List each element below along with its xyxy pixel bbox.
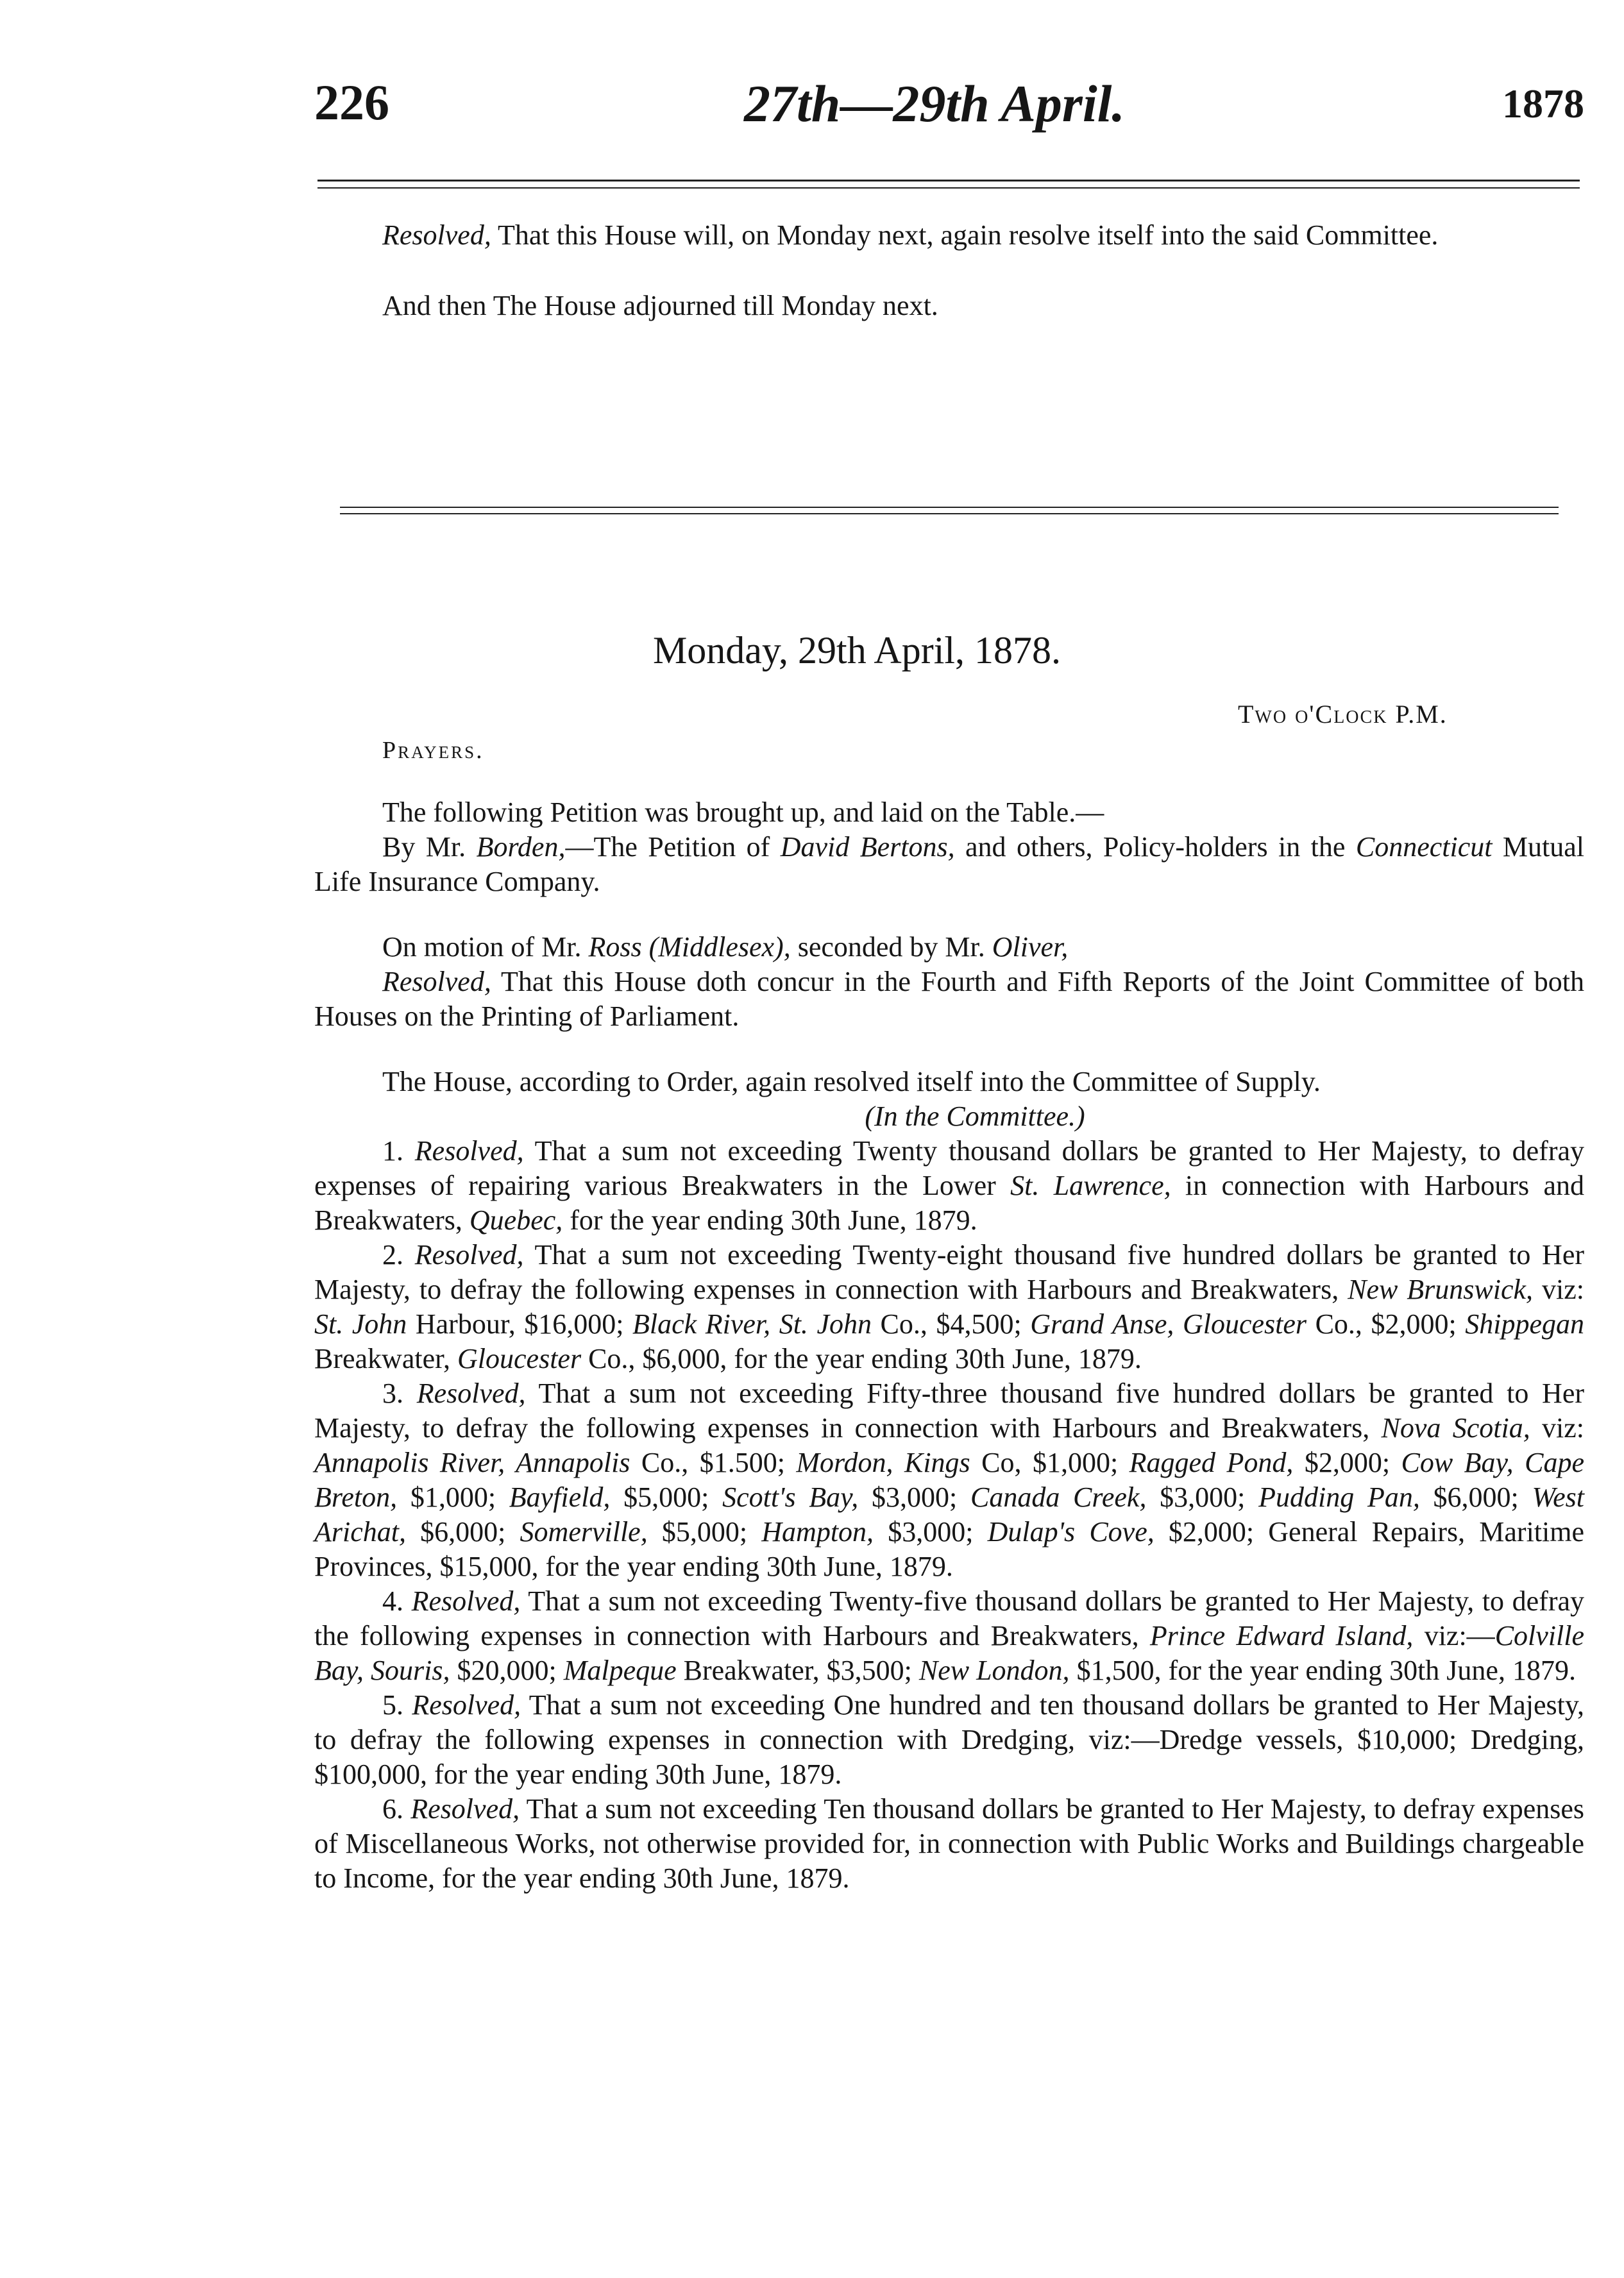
resolution-place: Somerville, bbox=[520, 1516, 648, 1548]
resolution-text: $5,000; bbox=[610, 1481, 723, 1513]
resolution-number: 4. bbox=[382, 1585, 412, 1617]
resolution-text: $1,500, for the year ending 30th June, 1879. bbox=[1069, 1655, 1576, 1686]
resolution-place: Hampton, bbox=[761, 1516, 874, 1548]
header-rule-top bbox=[317, 180, 1580, 181]
resolved-text: That this House will, on Monday next, again resolve itself into the said Committee. bbox=[491, 219, 1439, 251]
petition-paragraph bbox=[314, 830, 1584, 899]
resolution-text: $2,000; General Repairs, Maritime Provinces, $15,000, for the year ending 30th June, 1879. bbox=[314, 1516, 1584, 1582]
section-divider-bottom bbox=[340, 513, 1559, 514]
resolution-text: Co., $6,000, for the year ending 30th June, 1879. bbox=[581, 1343, 1142, 1374]
resolution-text: viz: bbox=[1533, 1274, 1584, 1305]
resolution-text: $3,000; bbox=[1146, 1481, 1259, 1513]
resolution-text: That a sum not exceeding One hundred and ten thousand dollars be granted to Her Majesty, to defray the following expenses in connection with Dredging, viz:—Dredge vessels, $10,000; Dredging, $100,000, for the year ending 30th June, 1879. bbox=[314, 1689, 1584, 1790]
resolution-place: West Arichat, bbox=[314, 1481, 1585, 1548]
resolution-place: Malpeque bbox=[563, 1655, 677, 1686]
page-header bbox=[314, 74, 1584, 144]
resolution-place: Nova Scotia, bbox=[1381, 1412, 1530, 1444]
resolution-text: That a sum not exceeding Ten thousand dollars be granted to Her Majesty, to defray expenses of Miscellaneous Works, not otherwise provided for, in connection with Public Works and Buildings chargeable to Income, for the year ending 30th June, 1879. bbox=[314, 1793, 1584, 1894]
resolution-place: Mordon, Kings bbox=[796, 1447, 970, 1478]
header-rule-bottom bbox=[317, 187, 1580, 189]
petition-text-1: —The Petition of bbox=[565, 831, 781, 863]
resolution-item bbox=[314, 1792, 1584, 1896]
sitting-heading: Monday, 29th April, 1878. bbox=[652, 629, 1062, 671]
resolution-text: Co., $2,000; bbox=[1307, 1308, 1466, 1340]
resolution-place: Quebec, bbox=[469, 1204, 563, 1236]
resolution-place: Pudding Pan, bbox=[1258, 1481, 1420, 1513]
resolution-text: That a sum not exceeding Twenty-five thousand dollars be granted to Her Majesty, to defray the following expenses in connection with Harbours and Breakwaters, bbox=[314, 1585, 1585, 1651]
company-place: Connecticut bbox=[1355, 831, 1493, 863]
resolution-text: That a sum not exceeding Fifty-three thousand five hundred dollars be granted to Her Majesty, to defray the following expenses in connection with Harbours and Breakwaters, bbox=[314, 1378, 1585, 1444]
petition-text-2: and others, Policy-holders in the bbox=[954, 831, 1356, 863]
resolution-text: Breakwater, bbox=[314, 1343, 458, 1374]
supply-paragraph: The House, according to Order, again resolved itself into the Committee of Supply. bbox=[382, 1066, 1321, 1097]
motion-text-2: seconded by Mr. bbox=[790, 931, 992, 963]
resolution-number: 6. bbox=[382, 1793, 411, 1825]
proceedings bbox=[314, 795, 1584, 1896]
motion-text-1: On motion of Mr. bbox=[382, 931, 589, 963]
resolution-place: Colville Bay, Souris, bbox=[314, 1620, 1584, 1686]
motion-mover: Ross bbox=[588, 931, 642, 963]
resolution-text: viz:— bbox=[1413, 1620, 1495, 1651]
resolution-number: 5. bbox=[382, 1689, 412, 1721]
prayers-label: Prayers. bbox=[382, 737, 484, 764]
page-number: 226 bbox=[314, 74, 389, 130]
resolution-number: 2. bbox=[382, 1239, 415, 1270]
resolution-place: Annapolis River, Annapolis bbox=[314, 1447, 630, 1478]
resolution-text: Co, $1,000; bbox=[970, 1447, 1129, 1478]
resolution-text: $2,000; bbox=[1293, 1447, 1401, 1478]
header-date-range: 27th—29th April. bbox=[744, 74, 1125, 133]
resolutions-list bbox=[314, 1134, 1584, 1896]
resolution-text: viz: bbox=[1530, 1412, 1584, 1444]
motion-mover-riding: (Middlesex), bbox=[648, 931, 791, 963]
resolved-label: Resolved, bbox=[382, 219, 491, 251]
sitting-time: Two o'Clock P.M. bbox=[1238, 700, 1448, 729]
resolution-place: St. Lawrence, bbox=[1010, 1170, 1171, 1201]
resolution-place: Shippegan bbox=[1465, 1308, 1584, 1340]
motion-resolved-label: Resolved, bbox=[382, 966, 491, 997]
resolution-place: Grand Anse, Gloucester bbox=[1030, 1308, 1307, 1340]
resolution-text: $6,000; bbox=[405, 1516, 520, 1548]
resolution-label: Resolved, bbox=[416, 1378, 526, 1409]
motion-seconder: Oliver, bbox=[992, 931, 1069, 963]
resolution-item bbox=[314, 1688, 1584, 1792]
resolution-item bbox=[314, 1238, 1584, 1376]
resolution-item bbox=[314, 1134, 1584, 1238]
resolution-text: in connection with Harbours and Breakwaters, bbox=[314, 1170, 1584, 1236]
resolution-place: New Brunswick, bbox=[1348, 1274, 1534, 1305]
resolution-place: Gloucester bbox=[457, 1343, 582, 1374]
in-committee-label: (In the Committee.) bbox=[865, 1101, 1085, 1132]
resolution-place: Canada Creek, bbox=[970, 1481, 1147, 1513]
resolution-text: $6,000; bbox=[1419, 1481, 1532, 1513]
resolution-number: 1. bbox=[382, 1135, 415, 1167]
intro-section bbox=[314, 218, 1584, 323]
motion-resolved-text: That this House doth concur in the Fourth and Fifth Reports of the Joint Committee of both Houses on the Printing of Parliament. bbox=[314, 966, 1584, 1032]
resolution-item bbox=[314, 1584, 1584, 1688]
resolution-place: St. John bbox=[314, 1308, 407, 1340]
resolution-text: That a sum not exceeding Twenty-eight thousand five hundred dollars be granted to Her Majesty, to defray the following expenses in connection with Harbours and Breakwaters, bbox=[314, 1239, 1584, 1305]
resolution-label: Resolved, bbox=[414, 1135, 524, 1167]
resolution-label: Resolved, bbox=[411, 1585, 521, 1617]
adjourned-paragraph: And then The House adjourned till Monday next. bbox=[382, 290, 938, 321]
resolution-text: Co., $4,500; bbox=[872, 1308, 1031, 1340]
resolution-text: Harbour, $16,000; bbox=[407, 1308, 633, 1340]
resolved-paragraph bbox=[314, 218, 1584, 253]
petition-by: By Mr. bbox=[382, 831, 477, 863]
petitioner-name: David Bertons, bbox=[780, 831, 955, 863]
resolution-place: Prince Edward Island, bbox=[1149, 1620, 1414, 1651]
resolution-text: $3,000; bbox=[858, 1481, 970, 1513]
resolution-place: Scott's Bay, bbox=[722, 1481, 859, 1513]
resolution-item bbox=[314, 1376, 1584, 1584]
resolution-place: New London, bbox=[918, 1655, 1070, 1686]
resolution-text: $20,000; bbox=[450, 1655, 564, 1686]
motion-paragraph bbox=[314, 930, 1584, 965]
resolution-text: $5,000; bbox=[647, 1516, 762, 1548]
resolution-place: Dulap's Cove, bbox=[987, 1516, 1155, 1548]
header-year: 1878 bbox=[1502, 81, 1584, 126]
resolution-text: for the year ending 30th June, 1879. bbox=[562, 1204, 977, 1236]
resolution-text: Breakwater, $3,500; bbox=[676, 1655, 919, 1686]
petition-intro: The following Petition was brought up, and laid on the Table.— bbox=[382, 797, 1104, 828]
resolution-text: Co., $1.500; bbox=[630, 1447, 797, 1478]
resolution-text: $3,000; bbox=[874, 1516, 988, 1548]
resolution-place: Bayfield, bbox=[509, 1481, 611, 1513]
petition-text-3: Mutual Life Insurance Company. bbox=[314, 831, 1584, 897]
petition-member: Borden, bbox=[476, 831, 566, 863]
resolution-place: Black River, St. John bbox=[632, 1308, 872, 1340]
resolution-place: Ragged Pond, bbox=[1129, 1447, 1294, 1478]
resolution-place: Cow Bay, Cape Breton, bbox=[314, 1447, 1584, 1513]
resolution-label: Resolved, bbox=[412, 1689, 521, 1721]
motion-resolved bbox=[314, 965, 1584, 1034]
resolution-text: That a sum not exceeding Twenty thousand dollars be granted to Her Majesty, to defray expenses of repairing various Breakwaters in the Lower bbox=[314, 1135, 1584, 1201]
resolution-number: 3. bbox=[382, 1378, 417, 1409]
resolution-label: Resolved, bbox=[414, 1239, 524, 1270]
section-divider-top bbox=[340, 507, 1559, 508]
resolution-text: $1,000; bbox=[397, 1481, 509, 1513]
resolution-label: Resolved, bbox=[410, 1793, 520, 1825]
